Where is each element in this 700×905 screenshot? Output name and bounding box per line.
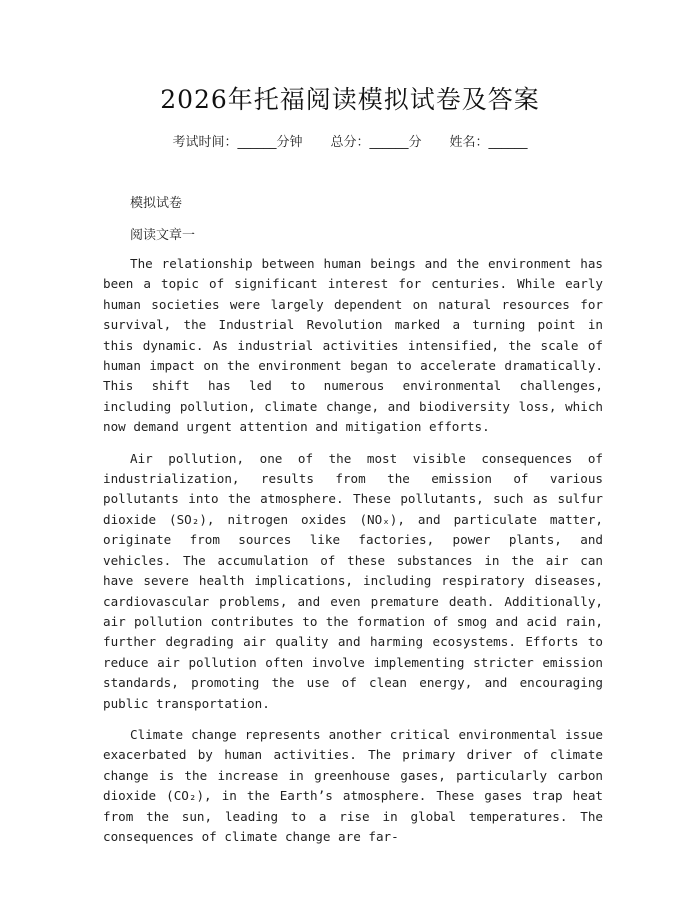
document-title: 2026年托福阅读模拟试卷及答案 (160, 85, 540, 114)
student-name-label: 姓名： (449, 135, 489, 150)
exam-info-line (0, 131, 700, 150)
student-name-field (450, 131, 528, 150)
exam-time-unit: 分钟 (276, 135, 303, 150)
paragraph-1: The relationship between human beings and the environment has been a topic of significant interest for centuries. While early human societies were largely dependent on natural resources for survival, the Industrial Revolution marked a turning point in this dynamic. As industrial activities intensified, the scale of human impact on the environment began to accelerate dramatically. This shift has led to numerous environmental challenges, including pollution, climate change, and biodiversity loss, which now demand urgent attention and mitigation efforts. (103, 256, 603, 435)
exam-time-label: 考试时间： (172, 135, 238, 150)
passage-body (103, 254, 603, 858)
total-score-unit: 分 (408, 135, 422, 150)
exam-time-field (172, 131, 302, 150)
total-score-field (330, 131, 421, 150)
total-score-blank: ______ (369, 135, 409, 150)
section-heading: 模拟试卷 (130, 196, 183, 211)
passage-heading: 阅读文章一 (130, 228, 196, 243)
paragraph-3: Climate change represents another critical environmental issue exacerbated by human activities. The primary driver of climate change is the increase in greenhouse gases, particularly carbon dioxide (CO₂), in the Earth’s atmosphere. These gases trap heat from the sun, leading to a rise in global temperatures. The consequences of climate change are far- (103, 726, 603, 844)
student-name-blank: ______ (488, 135, 528, 150)
total-score-label: 总分： (330, 135, 370, 150)
paragraph-2: Air pollution, one of the most visible consequences of industrialization, results from the emission of various pollutants into the atmosphere. These pollutants, such as sulfur dioxide (SO₂), nitrogen oxides (NOₓ), and particulate matter, originate from sources like factories, power plants, and vehicles. The accumulation of these substances in the air can have severe health implications, including respiratory diseases, cardiovascular problems, and even premature death. Additionally, air pollution contributes to the formation of smog and acid rain, further degrading air quality and harming ecosystems. Efforts to reduce air pollution often involve implementing stricter emission standards, promoting the use of clean energy, and encouraging public transportation. (103, 450, 603, 711)
exam-time-blank: ______ (237, 135, 277, 150)
